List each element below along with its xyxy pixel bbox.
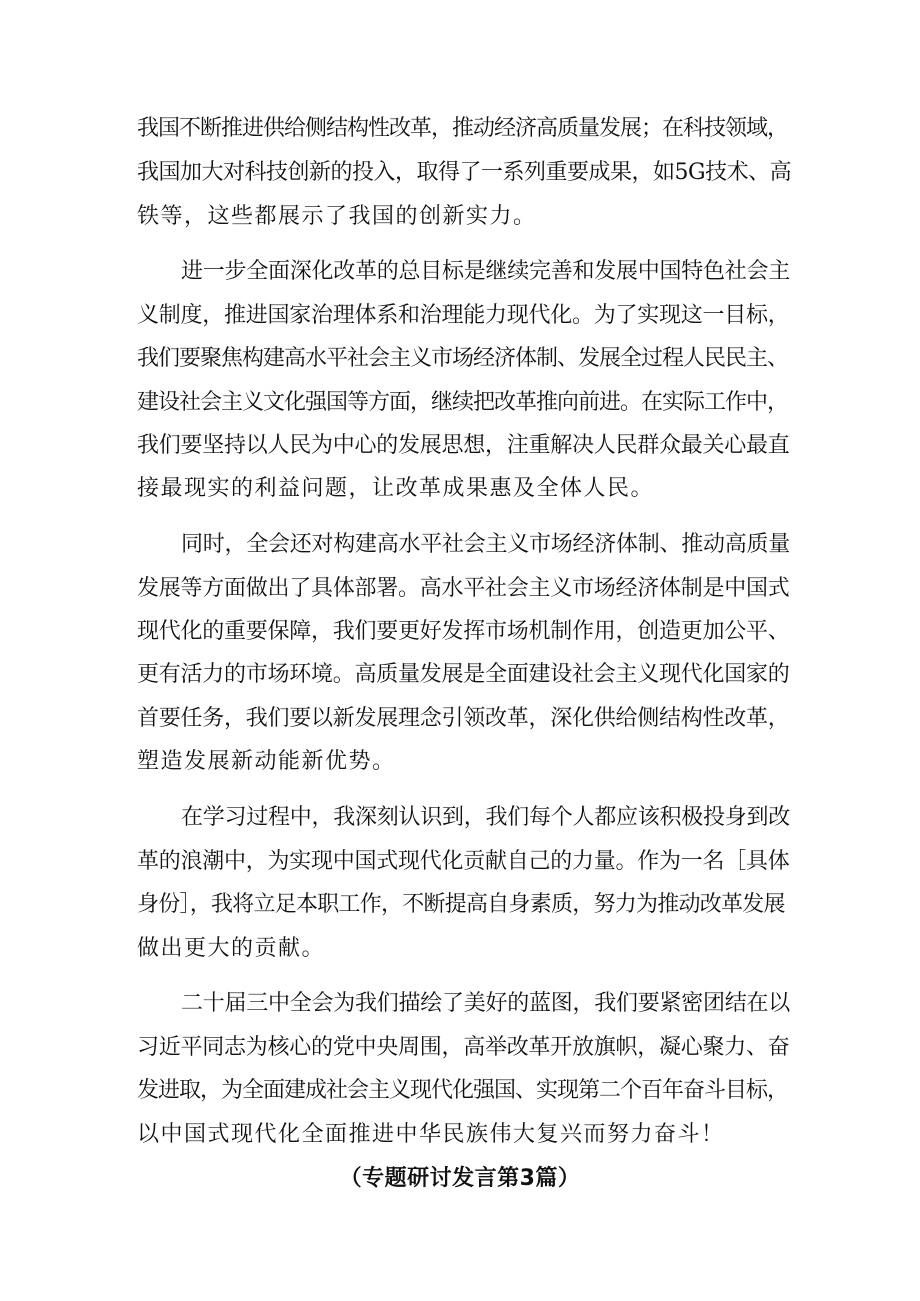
paragraph-line: 同时，全会还对构建高水平社会主义市场经济体制、推动高质量 — [181, 532, 791, 557]
paragraph-line: 更有活力的市场环境。高质量发展是全面建设社会主义现代化国家的 — [137, 662, 790, 687]
paragraph-line: 义制度，推进国家治理体系和治理能力现代化。为了实现这一目标， — [137, 303, 790, 328]
paragraph-line: 接最现实的利益问题，让改革成果惠及全体人民。 — [137, 476, 655, 501]
paragraph-line: 建设社会主义文化强国等方面，继续把改革推向前进。在实际工作中， — [137, 390, 789, 415]
paragraph-line: 我国不断推进供给侧结构性改革，推动经济高质量发展；在科技领域， — [137, 116, 789, 141]
paragraph-line: 发展等方面做出了具体部署。高水平社会主义市场经济体制是中国式 — [137, 576, 790, 601]
section-title: （专题研讨发言第3篇） — [339, 1166, 581, 1191]
paragraph-line: 进一步全面深化改革的总目标是继续完善和发展中国特色社会主 — [181, 259, 791, 284]
paragraph-line: 我们要坚持以人民为中心的发展思想，注重解决人民群众最关心最直 — [137, 433, 790, 458]
paragraph-line: 发进取，为全面建成社会主义现代化强国、实现第二个百年奋斗目标， — [137, 1078, 789, 1103]
paragraph-line: 做出更大的贡献。 — [137, 936, 326, 961]
paragraph-line: 在学习过程中，我深刻认识到，我们每个人都应该积极投身到改 — [181, 805, 791, 830]
paragraph-line: 塑造发展新动能新优势。 — [137, 749, 396, 774]
paragraph-line: 我国加大对科技创新的投入，取得了一系列重要成果，如5G技术、高 — [137, 160, 792, 185]
paragraph-line: 首要任务，我们要以新发展理念引领改革，深化供给侧结构性改革， — [137, 706, 790, 731]
paragraph-line: 以中国式现代化全面推进中华民族伟大复兴而努力奋斗！ — [137, 1122, 725, 1147]
paragraph-line: 我们要聚焦构建高水平社会主义市场经济体制、发展全过程人民民主、 — [137, 346, 789, 371]
paragraph-line: 革的浪潮中，为实现中国式现代化贡献自己的力量。作为一名［具体 — [137, 849, 790, 874]
paragraph-line: 二十届三中全会为我们描绘了美好的蓝图，我们要紧密团结在以 — [181, 991, 791, 1016]
paragraph-line: 现代化的重要保障，我们要更好发挥市场机制作用，创造更加公平、 — [137, 619, 790, 644]
paragraph-line: 身份］，我将立足本职工作，不断提高自身素质，努力为推动改革发展 — [137, 892, 785, 917]
paragraph-line: 习近平同志为核心的党中央周围，高举改革开放旗帜，凝心聚力、奋 — [137, 1035, 790, 1060]
paragraph-line: 铁等，这些都展示了我国的创新实力。 — [137, 204, 537, 229]
